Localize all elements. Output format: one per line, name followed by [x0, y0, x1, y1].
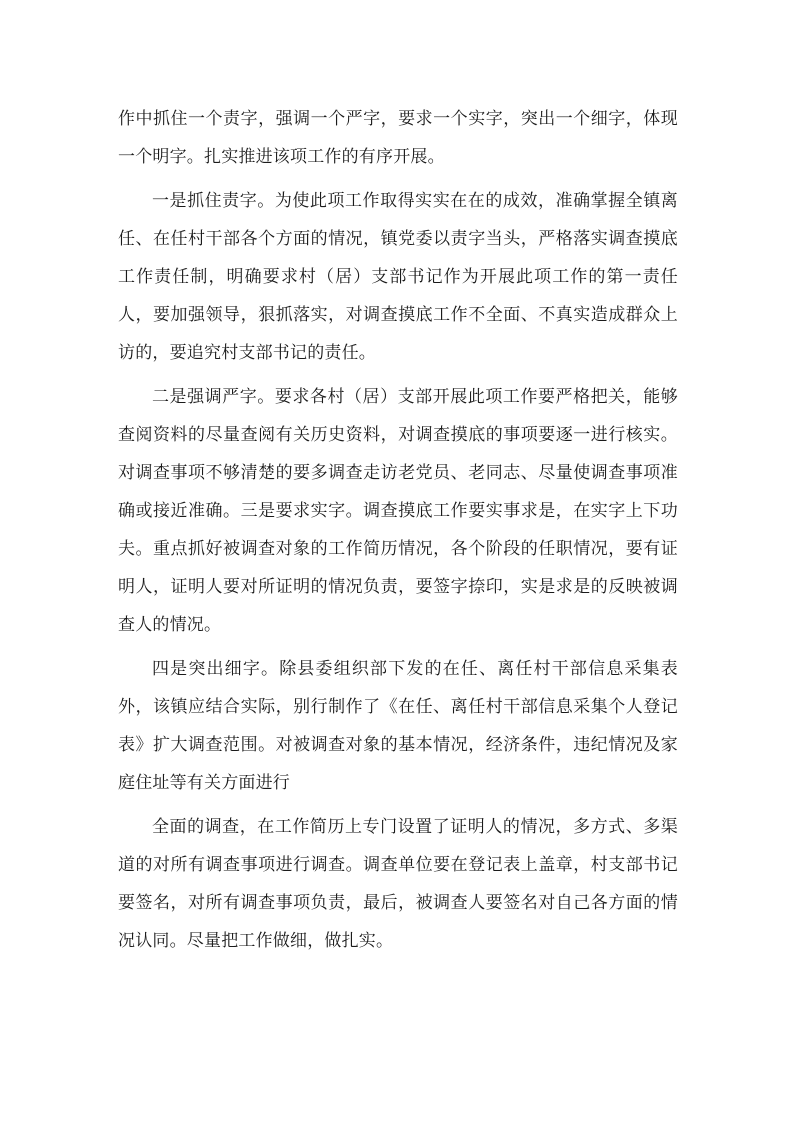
paragraph-detail: 四是突出细字。除县委组织部下发的在任、离任村干部信息采集表外，该镇应结合实际，别行制作了《在任、离任村干部信息采集个人登记表》扩大调查范围。对被调查对象的基本情况，经济条件，违纪情况及家庭住址等有关方面进行 — [118, 659, 678, 793]
paragraph-strictness: 二是强调严字。要求各村（居）支部开展此项工作要严格把关，能够查阅资料的尽量查阅有关历史资料，对调查摸底的事项要逐一进行核实。对调查事项不够清楚的要多调查走访老党员、老同志、尽量使调查事项准确或接近准确。三是要求实字。调查摸底工作要实事求是，在实字上下功夫。重点抓好被调查对象的工作简历情况，各个阶段的任职情况，要有证明人，证明人要对所证明的情况负责，要签字捺印，实是求是的反映被调查人的情况。 — [118, 387, 678, 635]
paragraph-comprehensive-survey: 全面的调查，在工作简历上专门设置了证明人的情况，多方式、多渠道的对所有调查事项进行调查。调查单位要在登记表上盖章，村支部书记要签名，对所有调查事项负责，最后，被调查人要签名对自己各方面的情况认同。尽量把工作做细，做扎实。 — [118, 817, 678, 951]
paragraph-responsibility: 一是抓住责字。为使此项工作取得实实在在的成效，准确掌握全镇离任、在任村干部各个方面的情况，镇党委以责字当头，严格落实调查摸底工作责任制，明确要求村（居）支部书记作为开展此项工作的第一责任人，要加强领导，狠抓落实，对调查摸底工作不全面、不真实造成群众上访的，要追究村支部书记的责任。 — [118, 191, 678, 363]
document-body — [118, 100, 678, 960]
paragraph-continuation: 作中抓住一个责字，强调一个严字，要求一个实字，突出一个细字，体现一个明字。扎实推进该项工作的有序开展。 — [118, 109, 678, 167]
